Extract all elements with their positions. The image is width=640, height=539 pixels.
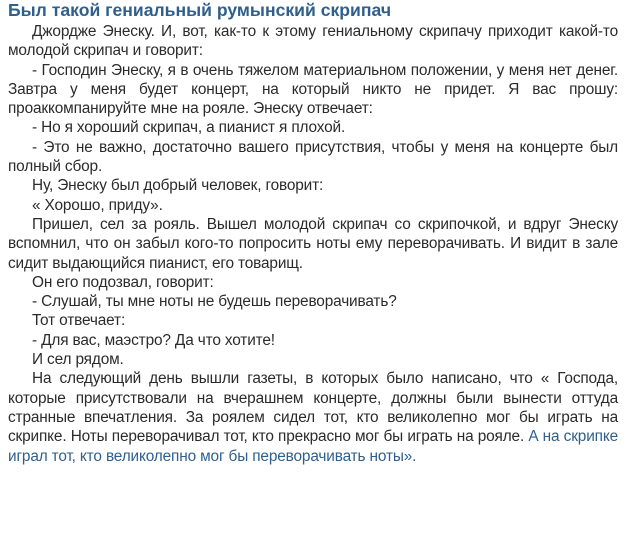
story-body bbox=[8, 22, 618, 466]
story-paragraph-6: « Хорошо, приду». bbox=[32, 196, 163, 214]
story-paragraph-10: Тот отвечает: bbox=[32, 312, 126, 330]
story-paragraph-8: Он его подозвал, говорит: bbox=[32, 273, 214, 291]
story-paragraph-12: И сел рядом. bbox=[32, 351, 124, 369]
story-paragraph-9: - Слушай, ты мне ноты не будешь переворачивать? bbox=[32, 293, 397, 311]
final-paragraph-highlight: А на скрипке играл тот, кто великолепно мог бы переворачивать ноты». bbox=[8, 428, 618, 465]
story-paragraph-7: Пришел, сел за рояль. Вышел молодой скрипач со скрипочкой, и вдруг Энеску вспомнил, что он забыл кого-то попросить ноты ему переворачивать. И видит в зале сидит выдающийся пианист, его товарищ. bbox=[8, 215, 618, 272]
final-paragraph-text: На следующий день вышли газеты, в которых было написано, что « Господа, которые присутствовали на вчерашнем концерте, должны были вынести оттуда странные впечатления. За роялем сидел тот, кто великолепно мог бы играть на скрипке. Ноты переворачивал тот, кто прекрасно мог бы играть на рояле. bbox=[8, 370, 618, 446]
story-paragraph-4: - Это не важно, достаточно вашего присутствия, чтобы у меня на концерте был полный сбор. bbox=[8, 138, 618, 176]
story-paragraph-11: - Для вас, маэстро? Да что хотите! bbox=[32, 331, 275, 349]
story-paragraph-5: Ну, Энеску был добрый человек, говорит: bbox=[32, 177, 324, 195]
story-paragraph-1: Джордже Энеску. И, вот, как-то к этому гениальному скрипачу приходит какой-то молодой скрипач и говорит: bbox=[8, 23, 618, 60]
story-paragraph-2: - Господин Энеску, я в очень тяжелом материальном положении, у меня нет денег. Завтра у меня будет концерт, на который никто не придет. Я вас прошу: проаккомпанируйте мне на рояле. Энеску отвечает: bbox=[8, 61, 618, 118]
story-paragraph-3: - Но я хороший скрипач, а пианист я плохой. bbox=[32, 119, 346, 137]
story-final-paragraph bbox=[8, 369, 618, 465]
story-title: Был такой гениальный румынский скрипач bbox=[8, 0, 392, 20]
